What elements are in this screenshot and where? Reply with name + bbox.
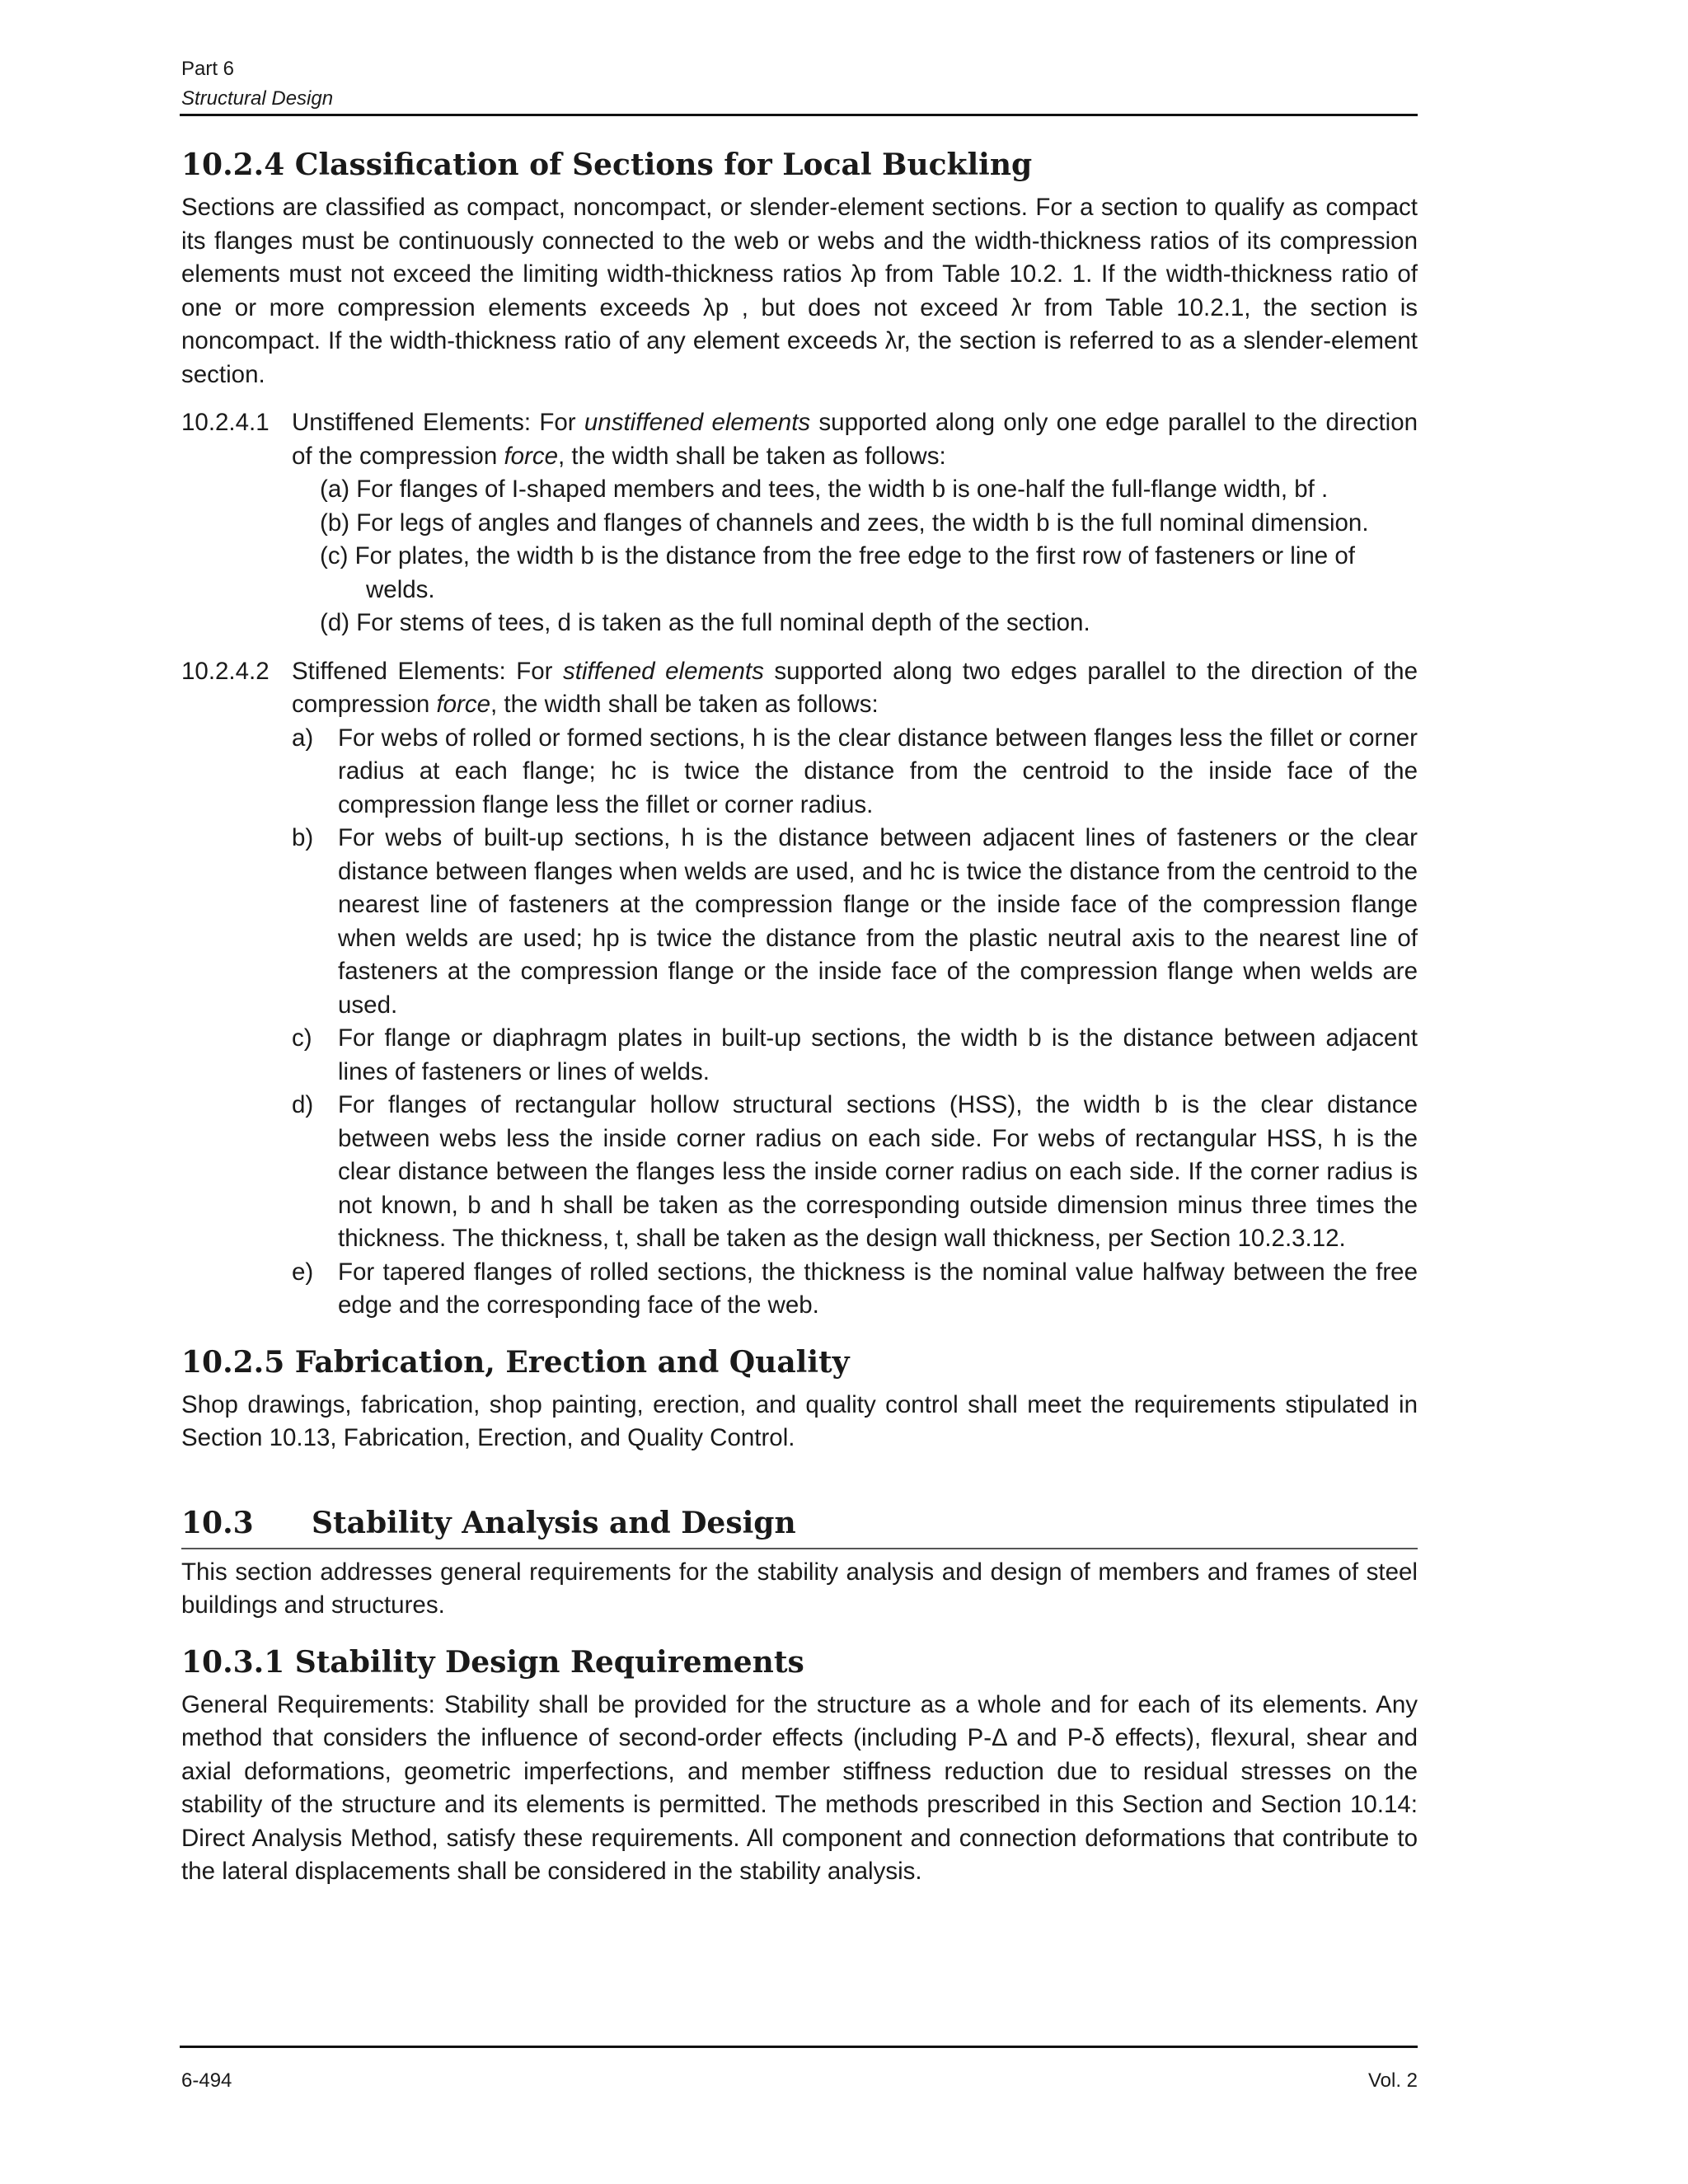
item-text: For webs of rolled or formed sections, h is the clear distance between flanges less the fillet or corner radius at each flange; hc is twice the distance from the centroid to the inside face of the compression flange less the fillet or corner radius.: [338, 724, 1418, 818]
heading-10-3: [181, 1503, 1418, 1543]
header-subtitle: Structural Design: [181, 87, 334, 110]
item-text: For tapered flanges of rolled sections, the thickness is the nominal value halfway between the free edge and the corresponding face of the web.: [338, 1258, 1418, 1319]
list-item: (c) For plates, the width b is the distance from the free edge to the first row of fasteners or line of welds.: [320, 542, 1355, 603]
list-item: [292, 1089, 1418, 1256]
item-label: c): [292, 1024, 312, 1052]
heading-10-2-5: 10.2.5 Fabrication, Erection and Quality: [181, 1344, 850, 1380]
header-part: Part 6: [181, 58, 235, 80]
list-item: [292, 1022, 1418, 1089]
section-title: Stability Analysis and Design: [312, 1505, 796, 1540]
clause-number: 10.2.4.1: [181, 409, 270, 436]
item-text: For flange or diaphragm plates in built-up sections, the width b is the distance between adjacent lines of fasteners or lines of welds.: [338, 1024, 1418, 1085]
paragraph-classification: Sections are classified as compact, noncompact, or slender-element sections. For a section to qualify as compact its flanges must be continuously connected to the web or webs and the width-thickness ratios of its compression elements must not exceed the limiting width-thickness ratios λp from Table 10.2. 1. If the width-thickness ratio of one or more compression elements exceeds λp , but does not exceed λr from Table 10.2.1, the section is noncompact. If the width-thickness ratio of any element exceeds λr, the section is referred to as a slender-element section.: [181, 194, 1418, 388]
section-number: 10.3: [181, 1505, 254, 1540]
volume-label: Vol. 2: [1367, 2069, 1418, 2092]
item-label: a): [292, 724, 314, 752]
paragraph-fabrication: Shop drawings, fabrication, shop painting, erection, and quality control shall meet the requirements stipulated in Section 10.13, Fabrication, Erection, and Quality Control.: [181, 1390, 1418, 1451]
page-number: 6-494: [181, 2069, 232, 2092]
item-label: e): [292, 1258, 314, 1286]
item-label: b): [292, 824, 314, 851]
unstiffened-items: [320, 473, 1418, 640]
page-content: [181, 140, 1418, 1889]
item-text: For flanges of rectangular hollow structural sections (HSS), the width b is the clear distance between webs less the inside corner radius on each side. For webs of rectangular HSS, h is the clear distance between the flanges less the inside corner radius on each side. If the corner radius is not known, b and h shall be taken as the corresponding outside dimension minus three times the thickness. The thickness, t, shall be taken as the design wall thickness, per Section 10.2.3.12.: [338, 1091, 1418, 1252]
list-item: (d) For stems of tees, d is taken as the full nominal depth of the section.: [320, 609, 1090, 636]
heading-10-3-1: 10.3.1 Stability Design Requirements: [181, 1644, 804, 1680]
clause-number: 10.2.4.2: [181, 657, 270, 685]
paragraph-stability-intro: This section addresses general requirements for the stability analysis and design of members and frames of steel buildings and structures.: [181, 1558, 1418, 1619]
clause-10-2-4-2: [181, 655, 1418, 1323]
stiffened-items: [292, 722, 1418, 1323]
list-item: [292, 822, 1418, 1022]
clause-text: Unstiffened Elements: For unstiffened elements supported along only one edge parallel to the direction of the compression force, the width shall be taken as follows:: [292, 409, 1418, 470]
running-header: [181, 54, 333, 114]
list-item: (a) For flanges of I-shaped members and tees, the width b is one-half the full-flange width, bf .: [320, 476, 1329, 503]
section-rule: [181, 1548, 1418, 1549]
footer-rule: [180, 2046, 1418, 2048]
paragraph-stability-requirements: General Requirements: Stability shall be provided for the structure as a whole and for each of its elements. Any method that considers the influence of second-order effects (including P-Δ and P-δ effects), flexural, shear and axial deformations, geometric imperfections, and member stiffness reduction due to residual stresses on the stability of the structure and its elements is permitted. The methods prescribed in this Section and Section 10.14: Direct Analysis Method, satisfy these requirements. All component and connection deformations that contribute to the lateral displacements shall be considered in the stability analysis.: [181, 1690, 1418, 1885]
item-label: d): [292, 1091, 314, 1118]
clause-text: Stiffened Elements: For stiffened elements supported along two edges parallel to the direction of the compression force, the width shall be taken as follows:: [292, 657, 1418, 718]
list-item: (b) For legs of angles and flanges of channels and zees, the width b is the full nominal dimension.: [320, 509, 1369, 537]
header-rule: [180, 114, 1418, 116]
item-text: For webs of built-up sections, h is the distance between adjacent lines of fasteners or the clear distance between flanges when welds are used, and hc is twice the distance from the centroid to the nearest line of fasteners at the compression flange or the inside face of the compression flange when welds are used; hp is twice the distance from the plastic neutral axis to the nearest line of fasteners at the compression flange or the inside face of the compression flange when welds are used.: [338, 824, 1418, 1019]
list-item: [292, 722, 1418, 823]
list-item: [292, 1256, 1418, 1323]
clause-10-2-4-1: [181, 406, 1418, 640]
heading-10-2-4: 10.2.4 Classification of Sections for Local Buckling: [181, 148, 1033, 182]
